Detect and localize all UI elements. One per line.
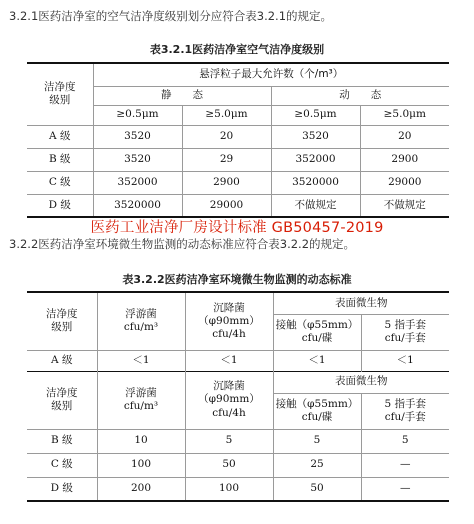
value-cell: ＜1 [361,350,449,371]
value-cell: 3520 [271,125,360,148]
value-cell: 29000 [182,194,271,217]
table-row [27,429,449,453]
value-cell: 5 [185,429,273,453]
static-size-5-0-header: ≥5.0μm [182,105,271,125]
grade-cell: C 级 [27,171,93,194]
settling-bacteria-header: 沉降菌 （φ90mm） cfu/4h [185,292,273,350]
grade-cell: B 级 [27,429,97,453]
grade-cell: B 级 [27,148,93,171]
value-cell: — [361,477,449,501]
contact-plate-header-repeat: 接触（φ55mm） cfu/碟 [273,393,361,429]
standard-title: 医药工业洁净厂房设计标准 GB50457-2019 [90,220,384,236]
value-cell: 3520 [93,148,182,171]
table-3-2-2 [27,291,449,502]
static-size-0-5-header: ≥0.5μm [93,105,182,125]
value-cell: ＜1 [97,350,185,371]
value-cell: 不做规定 [271,194,360,217]
table-row [27,171,449,194]
value-cell: 100 [185,477,273,501]
value-cell: — [361,453,449,477]
value-cell: 2900 [360,148,449,171]
contact-plate-header: 接触（φ55mm） cfu/碟 [273,314,361,350]
static-header: 静 态 [93,86,271,105]
grade-column-header: 洁净度 级别 [27,292,97,350]
dynamic-header: 动 态 [271,86,449,105]
grade-cell: A 级 [27,350,97,371]
value-cell: 2900 [182,171,271,194]
glove-print-header: 5 指手套 cfu/手套 [361,314,449,350]
value-cell: 200 [97,477,185,501]
floating-bacteria-header-repeat: 浮游菌 cfu/m³ [97,371,185,429]
value-cell: 20 [182,125,271,148]
table-row [27,125,449,148]
value-cell: 352000 [271,148,360,171]
grade-cell: A 级 [27,125,93,148]
table-row [27,350,449,371]
table-row [27,453,449,477]
value-cell: 3520000 [271,171,360,194]
value-cell: ＜1 [185,350,273,371]
value-cell: 5 [361,429,449,453]
table-3-2-1-caption: 表3.2.1医药洁净室空气洁净度级别 [149,43,325,56]
value-cell: 50 [185,453,273,477]
grade-cell: D 级 [27,194,93,217]
value-cell: 29000 [360,171,449,194]
value-cell: 352000 [93,171,182,194]
grade-cell: D 级 [27,477,97,501]
value-cell: 25 [273,453,361,477]
table-3-2-1 [27,62,449,218]
grade-cell: C 级 [27,453,97,477]
paragraph-3-2-2: 3.2.2医药洁净室环境微生物监测的动态标准应符合表3.2.2的规定。 [9,237,356,251]
value-cell: 3520 [93,125,182,148]
value-cell: ＜1 [273,350,361,371]
table-row [27,148,449,171]
surface-microbe-header-repeat: 表面微生物 [273,371,449,393]
floating-bacteria-header: 浮游菌 cfu/m³ [97,292,185,350]
value-cell: 20 [360,125,449,148]
value-cell: 100 [97,453,185,477]
paragraph-3-2-1: 3.2.1医药洁净室的空气洁净度级别划分应符合表3.2.1的规定。 [9,9,333,23]
value-cell: 50 [273,477,361,501]
value-cell: 10 [97,429,185,453]
grade-column-header: 洁净度 级别 [27,63,93,125]
particle-group-header: 悬浮粒子最大允许数（个/m³） [93,63,449,86]
dynamic-size-0-5-header: ≥0.5μm [271,105,360,125]
value-cell: 5 [273,429,361,453]
grade-column-header-repeat: 洁净度 级别 [27,371,97,429]
dynamic-size-5-0-header: ≥5.0μm [360,105,449,125]
table-row [27,194,449,217]
surface-microbe-header: 表面微生物 [273,292,449,314]
value-cell: 3520000 [93,194,182,217]
table-3-2-2-caption: 表3.2.2医药洁净室环境微生物监测的动态标准 [122,273,352,286]
table-row [27,477,449,501]
value-cell: 不做规定 [360,194,449,217]
settling-bacteria-header-repeat: 沉降菌 （φ90mm） cfu/4h [185,371,273,429]
glove-print-header-repeat: 5 指手套 cfu/手套 [361,393,449,429]
value-cell: 29 [182,148,271,171]
